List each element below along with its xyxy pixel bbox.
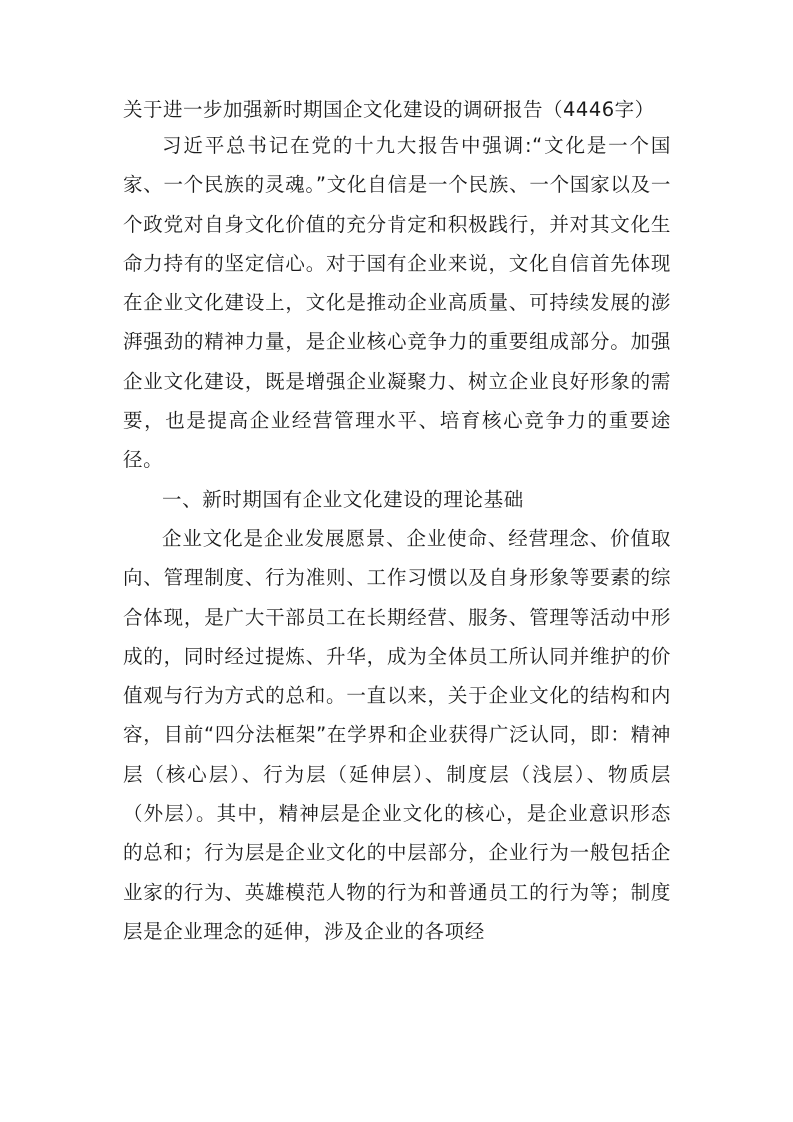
section-heading: 一、新时期国有企业文化建设的理论基础 <box>162 487 524 511</box>
intro-paragraph: 习近平总书记在党的十九大报告中强调:“文化是一个国家、一个民族的灵魂。”文化自信是一个民族、一个国家以及一个政党对自身文化价值的充分肯定和积极践行，并对其文化生命力持有的坚定信心。对于国有企业来说，文化自信首先体现在企业文化建设上，文化是推动企业高质量、可持续发展的澎湃强劲的精神力量，是企业核心竞争力的重要组成部分。加强企业文化建设，既是增强企业凝聚力、树立企业良好形象的需要，也是提高企业经营管理水平、培育核心竞争力的重要途径。 <box>123 134 671 472</box>
document-title: 关于进一步加强新时期国企文化建设的调研报告（4446字） <box>123 98 655 121</box>
document-page <box>123 94 671 951</box>
section-paragraph: 企业文化是企业发展愿景、企业使命、经营理念、价值取向、管理制度、行为准则、工作习惯以及自身形象等要素的综合体现，是广大干部员工在长期经营、服务、管理等活动中形成的，同时经过提炼、升华，成为全体员工所认同并维护的价值观与行为方式的总和。一直以来，关于企业文化的结构和内容，目前“四分法框架”在学界和企业获得广泛认同，即：精神层（核心层）、行为层（延伸层）、制度层（浅层）、物质层（外层）。其中，精神层是企业文化的核心，是企业意识形态的总和；行为层是企业文化的中层部分，企业行为一般包括企业家的行为、英雄模范人物的行为和普通员工的行为等；制度层是企业理念的延伸，涉及企业的各项经 <box>123 526 671 943</box>
